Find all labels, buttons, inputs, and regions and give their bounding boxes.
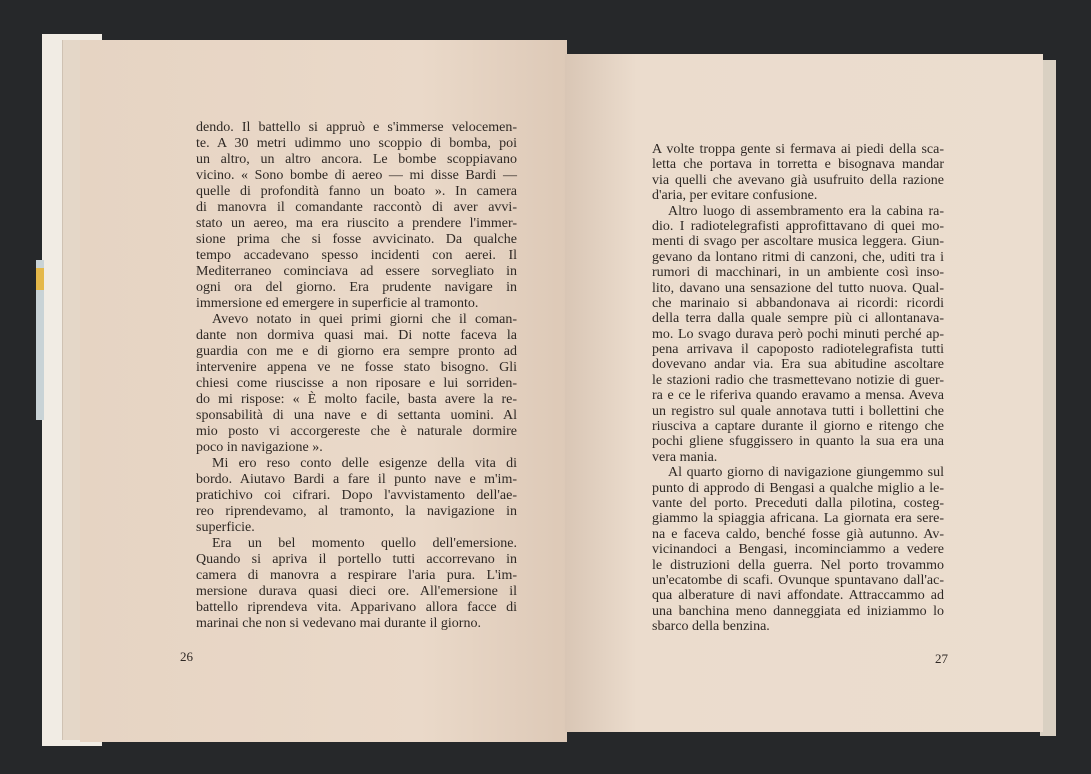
bookmark-strip [36, 268, 44, 290]
text-line: sbarco della benzina. [652, 619, 770, 635]
text-line: dante non dormiva quasi mai. Di notte faceva la [196, 328, 517, 343]
text-line: riusciva a captare durante il giorno e ritengo che [652, 419, 944, 435]
text-line: ra e ce le riferiva quando eravamo a mensa. Aveva [652, 388, 944, 404]
text-line: che marinaio si abbandonava ai ricordi: ricordi [652, 295, 944, 311]
text-line: poco in navigazione ». [196, 440, 323, 455]
text-line: pratichivo coi cifrari. Dopo l'avvistamento dell'ae- [196, 488, 517, 503]
text-line: sponsabilità di una nave e di settanta uomini. Al [196, 408, 517, 423]
text-line: marinai che non si vedevano mai durante il giorno. [196, 616, 481, 631]
text-line: mo. Lo svago durava però pochi minuti perché ap- [652, 326, 944, 342]
right-page [565, 54, 1043, 732]
text-line: qua alberature di navi affondate. Attraccammo ad [652, 588, 944, 604]
text-line: pena arrivava il capoposto radiotelegrafista tutti [652, 342, 944, 358]
text-line: Al quarto giorno di navigazione giungemmo sul [668, 465, 944, 481]
text-line: un registro sul quale annotava tutti i bollettini che [652, 403, 944, 419]
text-line: immersione ed emergere in superficie al tramonto. [196, 296, 479, 311]
text-line: Era un bel momento quello dell'emersione. [212, 536, 517, 551]
text-line: vicinandoci a Bengasi, incominciammo a vedere [652, 542, 944, 558]
text-line: vera mania. [652, 449, 718, 465]
left-page [80, 40, 567, 742]
text-line: Altro luogo di assembramento era la cabina ra- [668, 203, 944, 219]
text-line: vicino. « Sono bombe di aereo — mi disse Bardi — [196, 168, 517, 183]
text-line: mersione durava quasi dieci ore. All'emersione il [196, 584, 517, 599]
text-line: do mi rispose: « È molto facile, basta avere la re- [196, 392, 517, 407]
text-line: le distruzioni della guerra. Nel porto trovammo [652, 557, 944, 573]
text-line: te. A 30 metri udimmo uno scoppio di bomba, poi [196, 136, 517, 151]
text-line: le stazioni radio che trasmettevano notizie di guer- [652, 372, 944, 388]
text-line: punto di approdo di Bengasi a qualche miglio a le- [652, 480, 944, 496]
text-line: letta che portava in torretta e bisognava mandar [652, 157, 944, 173]
text-line: una banchina meno danneggiata ed iniziammo lo [652, 603, 944, 619]
page-number: 27 [935, 651, 948, 666]
text-line: menti di svago per ascoltare musica leggera. Giun- [652, 234, 944, 250]
text-line: bordo. Aiutavo Bardi a fare il punto nave e m'im- [196, 472, 517, 487]
text-line: chiesi come riuscisse a non riposare e lui sorriden- [196, 376, 517, 391]
text-line: mio posto vi accorgereste che è naturale dormire [196, 424, 517, 439]
text-line: Avevo notato in quei primi giorni che il coman- [212, 312, 517, 327]
text-line: guardia con me e di giorno era sempre pronto ad [196, 344, 517, 359]
text-line: pochi gliene sfuggissero in quanto la sua era una [652, 434, 944, 450]
text-line: A volte troppa gente si fermava ai piedi della sca- [652, 142, 944, 157]
page-number: 26 [180, 649, 193, 664]
text-line: un'ecatombe di scafi. Ovunque spuntavano dall'ac- [652, 572, 944, 588]
text-line: vante del porto. Preceduti dalla pilotina, costeg- [652, 495, 944, 511]
text-line: giammo la spiaggia africana. La giornata era sere- [652, 511, 944, 527]
text-line: battello riprendeva vita. Apparivano allora facce di [196, 600, 517, 615]
text-line: intervenire appena ve ne fosse stato bisogno. Gli [196, 360, 517, 375]
text-line: via quelli che avevano già usufruito della razione [652, 172, 944, 188]
text-line: lito, davano una sensazione del tutto nuova. Qual- [652, 280, 944, 296]
text-line: na e faceva caldo, benché fosse già autunno. Av- [652, 526, 944, 542]
text-line: rumori di macchinari, in un ambiente così inso- [652, 265, 944, 281]
text-line: sione prima che si fosse avvicinato. Da qualche [196, 232, 517, 247]
text-line: d'aria, per evitare confusione. [652, 188, 818, 204]
right-page-text [652, 142, 944, 635]
text-line: dovevano andar via. Era sua abitudine ascoltare [652, 357, 944, 373]
text-line: camera di manovra a respirare l'aria pura. L'im- [196, 568, 517, 583]
text-line: della terra dalla quale sempre più ci allontanava- [652, 311, 944, 327]
text-line: Mediterraneo cominciava ad essere sorvegliato in [196, 264, 517, 279]
text-line: superficie. [196, 520, 255, 535]
text-line: Quando si apriva il portello tutti accorrevano in [196, 552, 517, 567]
text-line: di manovra il comandante raccontò di aver avvi- [196, 200, 517, 215]
text-line: reo riprendevamo, al tramonto, la navigazione in [196, 504, 517, 519]
text-line: tempo accadevano spesso incidenti con aerei. Il [196, 248, 517, 263]
text-line: quelle di profondità fanno un boato ». In camera [196, 184, 517, 199]
text-line: Mi ero reso conto delle esigenze della vita di [212, 456, 517, 471]
text-line: un altro, un altro ancora. Le bombe scoppiavano [196, 152, 517, 167]
text-line: dio. I radiotelegrafisti approfittavano di quei mo- [652, 218, 944, 234]
left-page-text [196, 120, 517, 632]
text-line: ogni ora del giorno. Era prudente navigare in [196, 280, 517, 295]
text-line: stato un aereo, ma era riuscito a prendere l'immer- [196, 216, 517, 231]
text-line: dendo. Il battello si appruò e s'immerse velocemen- [196, 120, 517, 135]
text-line: gevano da lontano ritmi di canzoni, che, uditi tra i [652, 249, 944, 265]
